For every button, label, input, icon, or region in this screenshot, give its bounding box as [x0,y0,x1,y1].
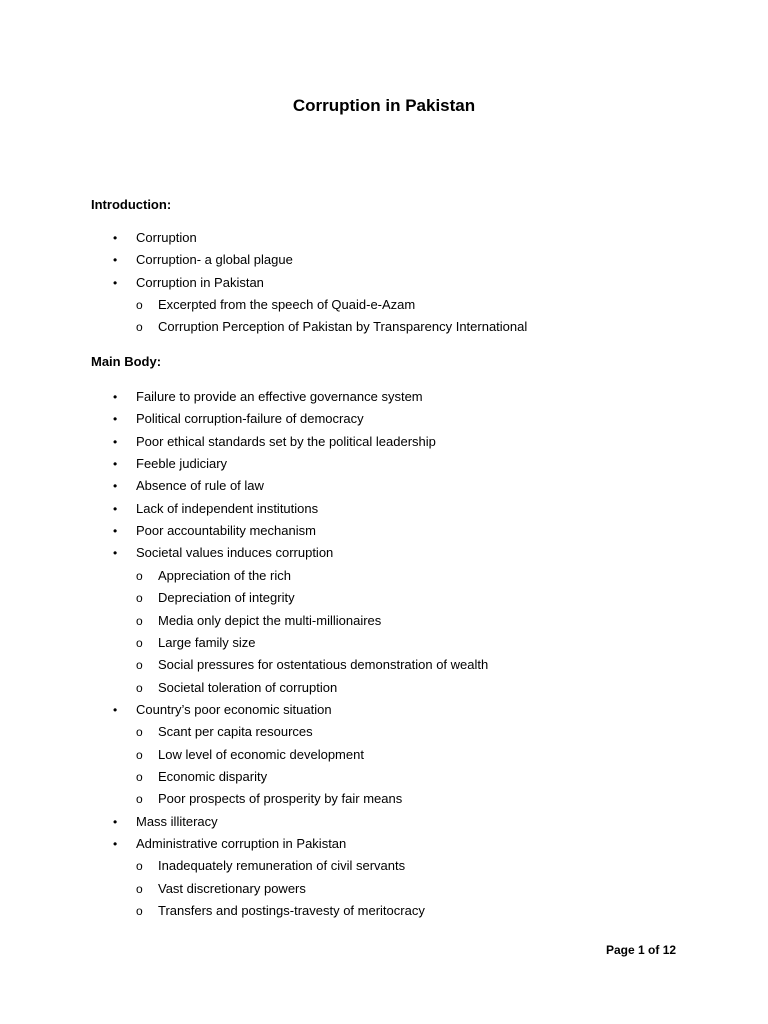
list-item-text: Poor ethical standards set by the political leadership [136,433,436,449]
list-item-text: Vast discretionary powers [158,880,306,896]
bullet-icon: • [113,814,118,829]
bullet-icon: • [113,501,118,516]
list-item-text: Media only depict the multi-millionaires [158,612,382,628]
bullet-icon: • [113,837,118,851]
list-item-text: Societal values induces corruption [136,545,334,561]
page-current: 1 [638,943,645,957]
page-middle: of [644,943,663,957]
list-item-text: Poor prospects of prosperity by fair means [158,791,403,807]
list-item-text: Inadequately remuneration of civil servants [158,858,406,874]
sub-bullet-icon: o [136,747,143,762]
sub-bullet-icon: o [136,320,143,335]
bullet-icon: • [113,231,118,245]
list-item-text: Poor accountability mechanism [136,523,316,539]
page-total: 12 [662,943,677,957]
section-heading-main-body: Main Body: [91,354,162,369]
bullet-icon: • [113,479,118,494]
list-item-text: Failure to provide an effective governance system [136,389,423,404]
sub-bullet-icon: o [136,680,143,695]
list-item-text: Economic disparity [158,768,268,784]
list-item-text: Corruption in Pakistan [136,274,264,290]
sub-bullet-icon: o [136,658,143,673]
list-item-text: Social pressures for ostentatious demonstration of wealth [158,657,489,673]
document-title: Corruption in Pakistan [292,96,476,115]
bullet-icon: • [113,275,118,290]
page-number [606,943,676,957]
sub-bullet-icon: o [136,568,143,583]
list-item-text: Political corruption-failure of democracy [136,411,364,427]
list-item-text: Low level of economic development [158,746,364,762]
bullet-icon: • [113,434,118,449]
bullet-icon: • [113,253,118,268]
list-item-text: Feeble judiciary [136,456,228,472]
sub-bullet-icon: o [136,613,143,628]
list-item-text: Corruption- a global plague [136,252,293,268]
bullet-icon: • [113,457,118,472]
sub-bullet-icon: o [136,859,143,874]
sub-bullet-icon: o [136,792,143,807]
sub-bullet-icon: o [136,881,143,896]
sub-bullet-icon: o [136,591,143,606]
sub-bullet-icon: o [136,904,143,919]
list-item-text: Corruption [136,230,197,245]
bullet-icon: • [113,702,118,717]
list-item-text: Depreciation of integrity [158,590,295,606]
section-heading-introduction: Introduction: [91,197,172,212]
list-item-text: Appreciation of the rich [158,567,291,583]
list-item-text: Scant per capita resources [158,724,313,740]
list-item-text: Mass illiteracy [136,813,218,829]
sub-bullet-icon: o [136,725,143,740]
bullet-icon: • [113,546,118,561]
list-item-text: Transfers and postings-travesty of meritocracy [158,903,425,919]
page-prefix: Page [606,943,639,957]
list-item-text: Administrative corruption in Pakistan [136,836,347,851]
list-item-text: Large family size [158,634,256,650]
list-item-text: Absence of rule of law [136,478,264,494]
list-item-text: Societal toleration of corruption [158,679,338,695]
list-item-text: Lack of independent institutions [136,500,319,516]
bullet-icon: • [113,524,118,539]
bullet-icon: • [113,412,118,427]
list-item-text: Country’s poor economic situation [136,701,332,717]
sub-bullet-icon: o [136,635,143,650]
sub-bullet-icon: o [136,298,143,313]
bullet-icon: • [113,390,118,404]
sub-bullet-icon: o [136,769,143,784]
list-item-text: Excerpted from the speech of Quaid-e-Azam [158,297,416,313]
list-item-text: Corruption Perception of Pakistan by Transparency International [158,319,528,335]
